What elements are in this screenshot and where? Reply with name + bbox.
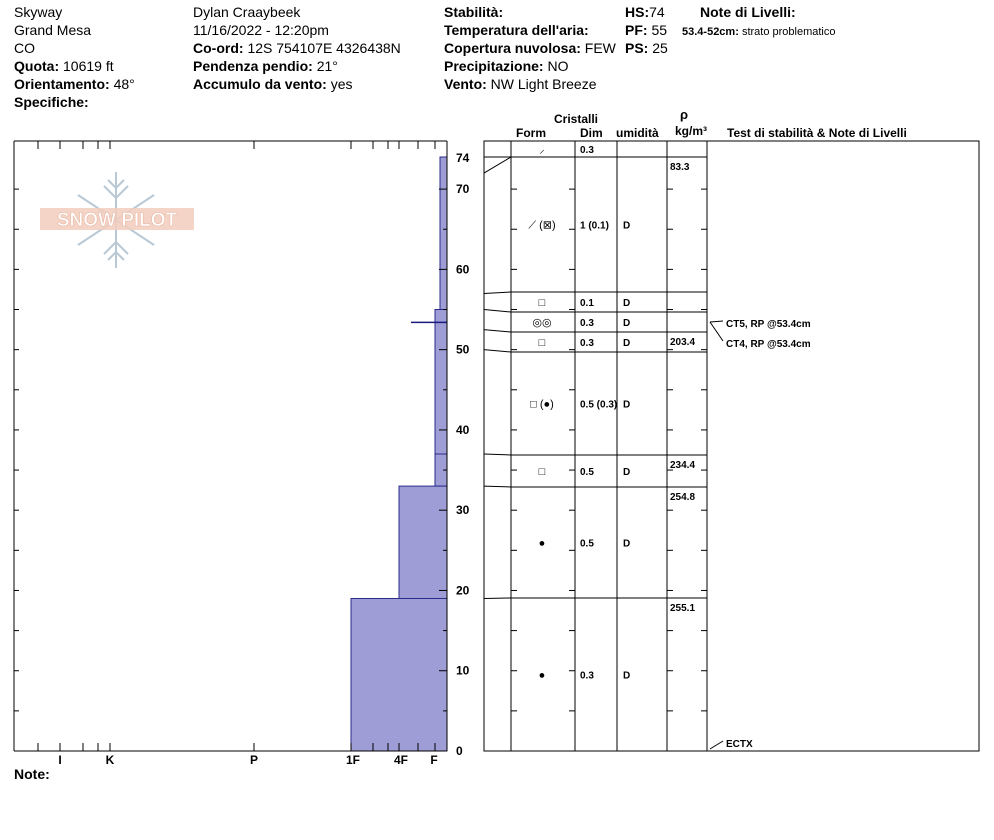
layer-size-5: 0.5 (0.3): [580, 399, 618, 411]
aspect-label: Orientamento:: [14, 76, 110, 92]
layer-form-1: ⟋ (⊠): [528, 219, 556, 232]
layer-form-7: ●: [538, 537, 546, 550]
layer-size-0: 0.3: [580, 145, 594, 156]
layer-connector-1: [484, 292, 511, 293]
layer-connector-2: [484, 310, 511, 312]
wind-loading-label: Accumulo da vento:: [193, 76, 327, 92]
layer-moisture-3: D: [623, 318, 631, 329]
location-name: Skyway: [14, 4, 63, 20]
slope-value: 21°: [316, 58, 338, 74]
density-value-1: 203.4: [670, 337, 696, 348]
air-temp-label: Temperatura dell'aria:: [444, 22, 589, 38]
density-value-3: 254.8: [670, 492, 696, 503]
hardness-label-I: I: [58, 753, 62, 767]
table-frame: [484, 141, 979, 751]
specifics-label: Specifiche:: [14, 94, 89, 110]
height-label-50: 50: [456, 342, 470, 357]
hardness-label-1F: 1F: [345, 753, 361, 767]
hardness-bar-0: [440, 157, 447, 310]
hs-label: HS:: [625, 4, 650, 20]
precip-value: NO: [547, 58, 569, 74]
header-density-unit: kg/m³: [675, 124, 708, 138]
layer-connector-0: [484, 157, 511, 173]
test-pointer-0: [710, 321, 723, 322]
layer-moisture-6: D: [623, 467, 631, 478]
elevation-label: Quota:: [14, 58, 60, 74]
area-name: Grand Mesa: [14, 22, 92, 38]
coord-value: 12S 754107E 4326438N: [247, 40, 401, 56]
stability-label: Stabilità:: [444, 4, 504, 20]
state-name: CO: [14, 40, 35, 56]
hardness-bar-4: [351, 598, 447, 751]
ps-value: 25: [652, 40, 668, 56]
layer-connector-3: [484, 330, 511, 332]
layer-form-2: □: [538, 297, 546, 309]
cloud-value: FEW: [584, 40, 616, 56]
coord-label: Co-ord:: [193, 40, 244, 56]
layer-note-range: 53.4-52cm:: [682, 26, 739, 38]
layer-form-3: ◎◎: [532, 317, 552, 329]
precip-label: Precipitazione:: [444, 58, 544, 74]
height-label-10: 10: [456, 663, 470, 678]
observer-name: Dylan Craaybeek: [193, 4, 301, 20]
header-crystals: Cristalli: [554, 112, 599, 126]
test-pointer-2: [710, 741, 723, 749]
density-value-4: 255.1: [670, 603, 696, 614]
layer-form-5: □ (●): [530, 398, 554, 411]
layer-size-7: 0.5: [580, 538, 594, 550]
hs-value: 74: [649, 4, 665, 20]
slope-label: Pendenza pendio:: [193, 58, 313, 74]
wind-value: NW Light Breeze: [490, 76, 597, 92]
wind-loading-value: yes: [330, 76, 353, 92]
layer-connector-5: [484, 454, 511, 455]
layer-note-text: strato problematico: [741, 26, 836, 38]
header-tests: Test di stabilità & Note di Livelli: [727, 126, 907, 140]
layer-notes-title: Note di Livelli:: [700, 4, 796, 20]
layer-moisture-2: D: [623, 298, 631, 309]
layer-moisture-5: D: [623, 399, 631, 411]
layer-size-6: 0.5: [580, 467, 594, 478]
layer-form-4: □: [538, 337, 546, 349]
header-moisture: umidità: [616, 126, 659, 140]
test-label-0: CT5, RP @53.4cm: [726, 319, 811, 330]
cloud-label: Copertura nuvolosa:: [444, 40, 581, 56]
elevation-value: 10619 ft: [63, 58, 114, 74]
height-label-40: 40: [456, 422, 470, 437]
test-label-1: CT4, RP @53.4cm: [726, 339, 811, 350]
height-label-60: 60: [456, 262, 470, 277]
height-label-top: 74: [456, 151, 470, 165]
layer-connector-4: [484, 350, 511, 352]
hardness-label-P: P: [249, 753, 259, 767]
height-label-70: 70: [456, 182, 470, 197]
test-pointer-1: [710, 322, 723, 341]
layer-moisture-8: D: [623, 670, 631, 682]
layer-size-4: 0.3: [580, 338, 594, 349]
layer-form-0: ⸝: [539, 144, 545, 156]
pf-value: 55: [651, 22, 668, 38]
layer-moisture-4: D: [623, 338, 631, 349]
layer-size-1: 1 (0.1): [580, 220, 609, 232]
layer-form-8: ●: [538, 669, 546, 682]
hardness-bar-1: [435, 310, 447, 454]
height-label-20: 20: [456, 583, 470, 598]
hardness-label-F: F: [430, 753, 438, 767]
wind-label: Vento:: [444, 76, 487, 92]
hardness-label-K: K: [105, 753, 115, 767]
logo-text: SNOW PILOT: [56, 210, 178, 231]
height-label-30: 30: [456, 503, 470, 518]
layer-connector-6: [484, 486, 511, 487]
density-value-0: 83.3: [670, 162, 690, 173]
notes-label: Note:: [14, 766, 50, 782]
layer-size-8: 0.3: [580, 670, 594, 682]
observation-datetime: 11/16/2022 - 12:20pm: [193, 22, 329, 38]
layer-moisture-1: D: [623, 220, 631, 232]
hardness-label-4F: 4F: [393, 753, 409, 767]
header-form: Form: [516, 126, 546, 140]
height-label-0: 0: [456, 744, 463, 758]
header-rho: ρ: [680, 107, 689, 122]
ps-label: PS:: [625, 40, 649, 56]
hardness-bar-3: [399, 486, 447, 598]
layer-size-2: 0.1: [580, 298, 594, 309]
pf-label: PF:: [625, 22, 648, 38]
layer-moisture-7: D: [623, 538, 631, 550]
test-label-2: ECTX: [726, 739, 753, 750]
density-value-2: 234.4: [670, 460, 696, 471]
layer-size-3: 0.3: [580, 318, 594, 329]
layer-form-6: □: [538, 466, 546, 478]
header-size: Dim: [580, 126, 603, 140]
aspect-value: 48°: [113, 76, 135, 92]
